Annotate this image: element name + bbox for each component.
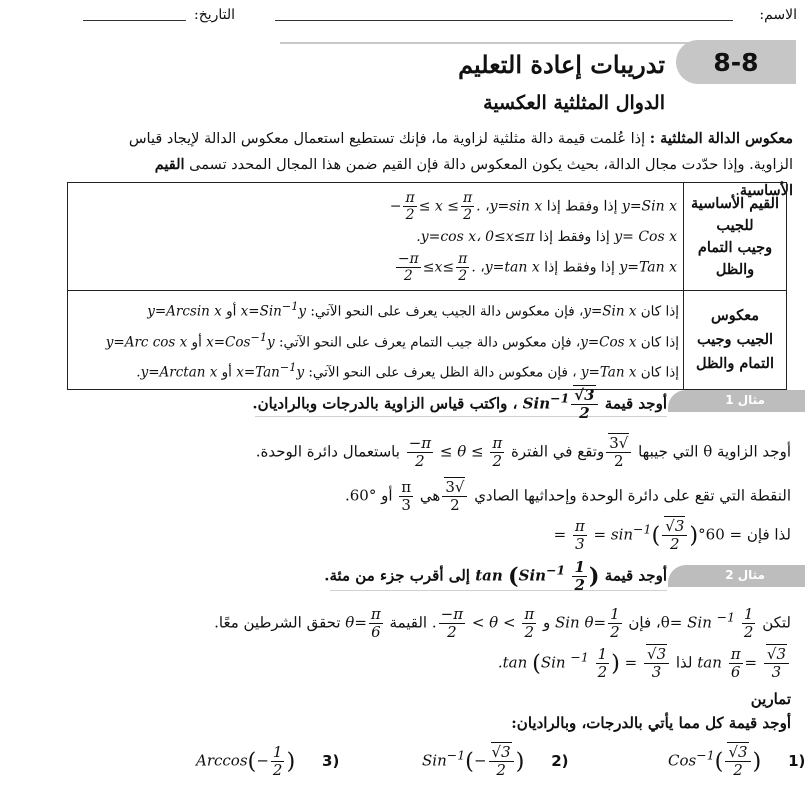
exercises-instruction: أوجد قيمة كل مما يأتي بالدرجات، وبالراديان:: [511, 714, 791, 732]
row1-header-line-1: القيم الأساسية: [690, 194, 780, 212]
example2-prompt: أوجد قيمة tan (Sin$^{-1}$ $\frac{1}{2}$ ) إلى أقرب جزء من مئة.: [324, 558, 667, 594]
exercise-1-number: 1): [788, 751, 805, 770]
example2-step-2: tan $\frac{\pi}{6}$ = $\frac{√3}{3}$ لذا .tan (Sin $^{-1}$ $\frac{1}{2}$ ) = $\frac{√3}{3}$: [498, 647, 791, 680]
table-line-tan: [74, 252, 677, 283]
table-row1-header: [684, 183, 787, 291]
row1-header-line-4: والظل: [715, 260, 755, 278]
sin-eq: y=sin x: [489, 198, 543, 214]
exercises-heading: تمارين: [750, 690, 791, 708]
exercise-1-func: Cos: [668, 751, 697, 770]
lesson-number: 8-8: [713, 47, 759, 77]
example1-step-2: النقطة التي تقع على دائرة الوحدة وإحداثيها الصادي $\frac{√3}{2}$ هي $\frac{\pi}{3}$ أو °60.: [344, 478, 791, 514]
exercise-3-number: 3): [322, 751, 340, 770]
date-label: التاريخ:: [194, 7, 236, 23]
example1-step-1: أوجد الزاوية θ التي جيبها $\frac{√3}{2}$ وتقع في الفترة $\frac{-\pi}{2}$ ≤ θ ≤ $\frac{\pi}{2}$ باستعمال دائرة الوحدة.: [255, 434, 791, 470]
exercise-2-number: 2): [551, 751, 569, 770]
row2-header-line-2: الجيب وجيب: [696, 330, 774, 348]
example1-expression: Sin$^{-1}$ $\frac{√3}{2}$: [523, 388, 600, 421]
name-line[interactable]: [275, 20, 733, 21]
lesson-title: تدريبات إعادة التعليم: [458, 50, 665, 79]
example1-prompt: أوجد قيمة Sin$^{-1}$ $\frac{√3}{2}$ ، واكتب قياس الزاوية بالدرجات وبالراديان.: [252, 386, 667, 422]
example1-step-3: لذا فإن = 60°= $\frac{\pi}{3}$ = $\sin^{-1}$( $\frac{√3}{2}$ ): [553, 517, 791, 553]
cos-tail: ، 0≤x≤π.: [416, 228, 535, 245]
sin-domain: − $\frac{\pi}{2}$ ≤ x ≤ $\frac{\pi}{2}$ .: [389, 189, 481, 223]
exercise-2-func: Sin: [422, 751, 447, 770]
table-row2-header: [684, 291, 787, 390]
intro-text-2: الزاوية. وإذا حدّدت مجال الدالة، بحيث يكون المعكوس دالة فإن القيم ضمن هذا المجال المحدد تسمى: [184, 157, 793, 173]
tan-eq: y=tan x: [484, 259, 540, 275]
rules-table: [67, 182, 787, 390]
cos-func: y= Cos x: [614, 228, 677, 245]
date-line[interactable]: [83, 20, 186, 21]
row2-header-line-3: التمام والظل: [696, 354, 774, 372]
example2-expression: tan (Sin$^{-1}$ $\frac{1}{2}$ ): [475, 558, 600, 594]
example1-tag: [668, 390, 805, 412]
lesson-number-badge: [676, 40, 796, 84]
example2-step-1: لتكن Sin $^{-1}$ $\frac{1}{2}$ =θ، فإن Sin θ= $\frac{1}{2}$ و $\frac{-\pi}{2}$ < θ < $\frac{\pi}{2}$ . القيمة θ= $\frac{\pi}{6}$ تحقق الشرطين معًا.: [214, 605, 791, 641]
tan-domain: $\frac{-\pi}{2}$ ≤x≤ $\frac{\pi}{2}$ .: [397, 250, 476, 284]
cos-eq: y=cos x: [420, 228, 477, 245]
table-row2-cell: [68, 291, 684, 390]
table-line-cos: [74, 222, 677, 252]
name-label: الاسم:: [759, 7, 797, 23]
intro-line-1: [93, 126, 793, 152]
tan-func: y=Tan x: [619, 259, 677, 275]
intro-key-term: القيم الأساسية: [154, 156, 793, 199]
row1-header-line-2: للجيب: [716, 216, 754, 234]
tan-mid: إذا وفقط إذا: [539, 259, 620, 275]
intro-term: معكوس الدالة المثلثية :: [649, 130, 793, 147]
example1-tag-label: مثال 1: [725, 393, 765, 407]
intro-text-1: إذا عُلمت قيمة دالة مثلثية لزاوية ما، فإنك تستطيع استعمال معكوس الدالة لإيجاد قياس: [128, 131, 650, 147]
row1-header-line-3: وجيب التمام: [697, 238, 773, 256]
intro-end: .: [735, 183, 740, 199]
inverse-cos-line: إذا كان y=Cos x، فإن معكوس دالة جيب التمام يعرف على النحو الآتي: x=Cos$^{-1}$y أو y=Arc cos x: [105, 330, 679, 350]
table-row1-cell: [68, 183, 684, 291]
inverse-sin-line: إذا كان y=Sin x، فإن معكوس دالة الجيب يعرف على النحو الآتي: x=Sin$^{-1}$y أو y=Arcsin x: [147, 300, 679, 320]
exercise-1: Cos$^{-1}$( $\frac{√3}{2}$ ) 1): [668, 743, 805, 779]
example2-tag-label: مثال 2: [725, 568, 765, 582]
lesson-subtitle: الدوال المثلثية العكسية: [483, 92, 665, 114]
sin-mid: إذا وفقط إذا: [542, 198, 622, 214]
exercise-3-func: Arccos: [196, 751, 248, 770]
sin-tail: ،: [485, 198, 490, 214]
sin-func: y=Sin x: [621, 198, 677, 214]
row2-header-line-1: معكوس: [711, 306, 759, 324]
inverse-tan-line: إذا كان y=Tan x ، فإن معكوس دالة الظل يعرف على النحو الآتي: x=Tan$^{-1}$y أو y=Arctan x.: [136, 361, 679, 381]
tan-tail: ،: [480, 259, 485, 275]
exercise-3: Arccos(− $\frac{1}{2}$ ) 3): [196, 743, 340, 779]
exercise-2: Sin$^{-1}$(− $\frac{√3}{2}$ ) 2): [422, 743, 569, 779]
cos-mid: إذا وفقط إذا: [534, 228, 615, 245]
table-line-sin: [74, 191, 677, 222]
example2-tag: [668, 565, 805, 587]
